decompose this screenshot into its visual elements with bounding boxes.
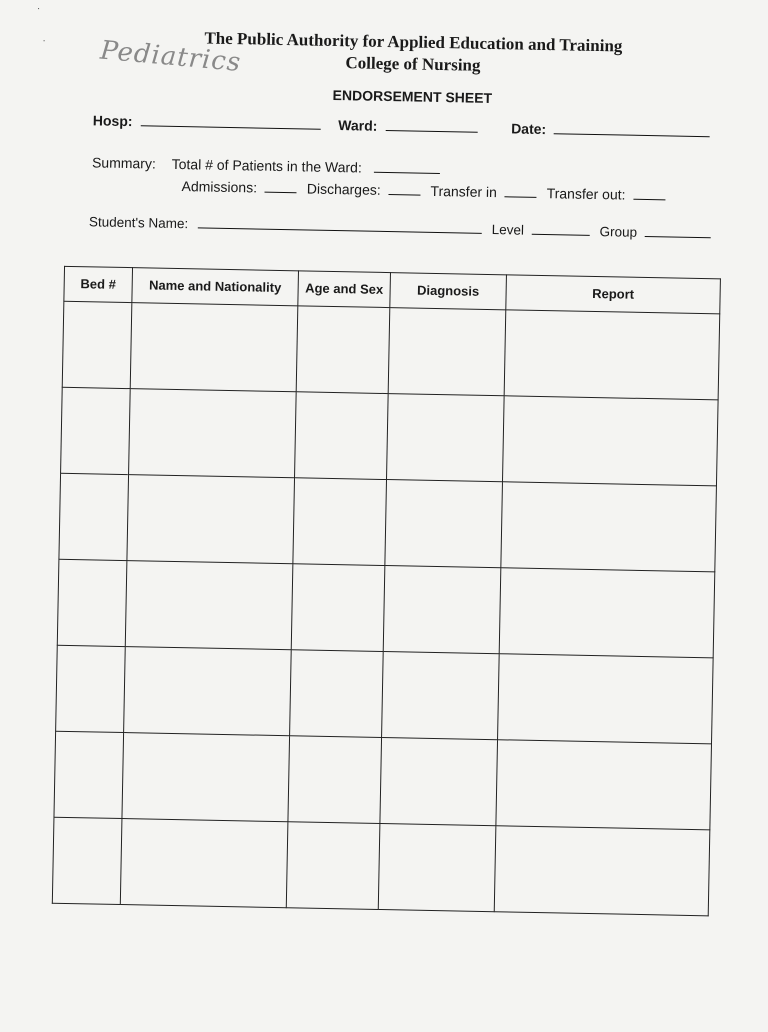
header-age-sex: Age and Sex bbox=[298, 271, 391, 308]
level-field[interactable] bbox=[532, 233, 590, 236]
total-patients-field[interactable] bbox=[374, 171, 440, 174]
name-nationality-cell[interactable] bbox=[130, 303, 298, 392]
hosp-field[interactable] bbox=[140, 124, 320, 129]
date-field[interactable] bbox=[554, 132, 710, 137]
header-bed: Bed # bbox=[64, 266, 133, 302]
name-nationality-cell[interactable] bbox=[125, 561, 293, 650]
transfer-out-label: Transfer out: bbox=[546, 185, 626, 203]
table-row bbox=[56, 645, 714, 744]
student-name-label: Student's Name: bbox=[88, 214, 189, 232]
scan-speck: · bbox=[42, 35, 46, 47]
name-nationality-cell[interactable] bbox=[122, 733, 290, 822]
group-label: Group bbox=[599, 224, 638, 240]
name-nationality-cell[interactable] bbox=[127, 475, 295, 564]
age-sex-cell[interactable] bbox=[296, 306, 390, 394]
sheet-title: ENDORSEMENT SHEET bbox=[332, 86, 493, 107]
institution-name: The Public Authority for Applied Education and Training bbox=[204, 28, 623, 56]
table-row bbox=[62, 301, 720, 400]
handwritten-note: Pediatrics bbox=[99, 35, 243, 79]
name-nationality-cell[interactable] bbox=[129, 389, 297, 478]
age-sex-cell[interactable] bbox=[293, 478, 387, 566]
transfer-out-field[interactable] bbox=[633, 198, 665, 201]
table-row bbox=[61, 387, 719, 486]
college-name: College of Nursing bbox=[345, 53, 481, 75]
bed-cell[interactable] bbox=[52, 817, 122, 904]
student-name-field[interactable] bbox=[198, 226, 482, 233]
bed-cell[interactable] bbox=[59, 473, 129, 560]
name-nationality-cell[interactable] bbox=[120, 819, 288, 908]
endorsement-table bbox=[52, 266, 721, 916]
report-cell[interactable] bbox=[504, 310, 720, 400]
report-cell[interactable] bbox=[498, 654, 714, 744]
header-name-nationality: Name and Nationality bbox=[132, 268, 299, 306]
bed-cell[interactable] bbox=[61, 387, 131, 474]
hosp-label: Hosp: bbox=[92, 112, 133, 130]
table-row bbox=[52, 817, 710, 916]
diagnosis-cell[interactable] bbox=[383, 566, 501, 654]
ward-label: Ward: bbox=[338, 117, 378, 134]
report-cell[interactable] bbox=[501, 482, 717, 572]
bed-cell[interactable] bbox=[62, 301, 132, 388]
report-cell[interactable] bbox=[494, 826, 710, 916]
age-sex-cell[interactable] bbox=[291, 564, 385, 652]
age-sex-cell[interactable] bbox=[295, 392, 389, 480]
table-body bbox=[52, 301, 719, 915]
table-row bbox=[57, 559, 715, 658]
bed-cell[interactable] bbox=[54, 731, 124, 818]
diagnosis-cell[interactable] bbox=[385, 480, 503, 568]
summary-row-1 bbox=[92, 154, 440, 177]
report-cell[interactable] bbox=[499, 568, 715, 658]
discharges-field[interactable] bbox=[389, 193, 421, 196]
transfer-in-field[interactable] bbox=[505, 195, 537, 198]
student-row bbox=[89, 214, 711, 241]
date-label: Date: bbox=[511, 120, 547, 138]
table-row bbox=[59, 473, 717, 572]
summary-label: Summary: bbox=[91, 154, 156, 172]
diagnosis-cell[interactable] bbox=[382, 652, 500, 740]
diagnosis-cell[interactable] bbox=[387, 394, 505, 482]
total-patients-label: Total # of Patients in the Ward: bbox=[171, 155, 362, 176]
transfer-in-label: Transfer in bbox=[430, 182, 498, 201]
bed-cell[interactable] bbox=[57, 559, 127, 646]
diagnosis-cell[interactable] bbox=[388, 308, 506, 396]
age-sex-cell[interactable] bbox=[290, 650, 384, 738]
discharges-label: Discharges: bbox=[306, 180, 381, 198]
header-report: Report bbox=[506, 275, 721, 314]
name-nationality-cell[interactable] bbox=[124, 647, 292, 736]
group-field[interactable] bbox=[645, 235, 711, 238]
bed-cell[interactable] bbox=[56, 645, 126, 732]
summary-row-2 bbox=[181, 178, 665, 203]
hospital-ward-date-row bbox=[93, 112, 710, 140]
diagnosis-cell[interactable] bbox=[380, 738, 498, 826]
header-diagnosis: Diagnosis bbox=[390, 273, 507, 310]
age-sex-cell[interactable] bbox=[286, 822, 380, 910]
admissions-field[interactable] bbox=[265, 191, 297, 194]
level-label: Level bbox=[491, 222, 525, 238]
scan-speck: · bbox=[36, 3, 41, 15]
diagnosis-cell[interactable] bbox=[378, 823, 496, 911]
age-sex-cell[interactable] bbox=[288, 736, 382, 824]
admissions-label: Admissions: bbox=[181, 178, 258, 196]
report-cell[interactable] bbox=[502, 396, 718, 486]
report-cell[interactable] bbox=[496, 740, 712, 830]
ward-field[interactable] bbox=[385, 129, 477, 133]
table-row bbox=[54, 731, 712, 830]
